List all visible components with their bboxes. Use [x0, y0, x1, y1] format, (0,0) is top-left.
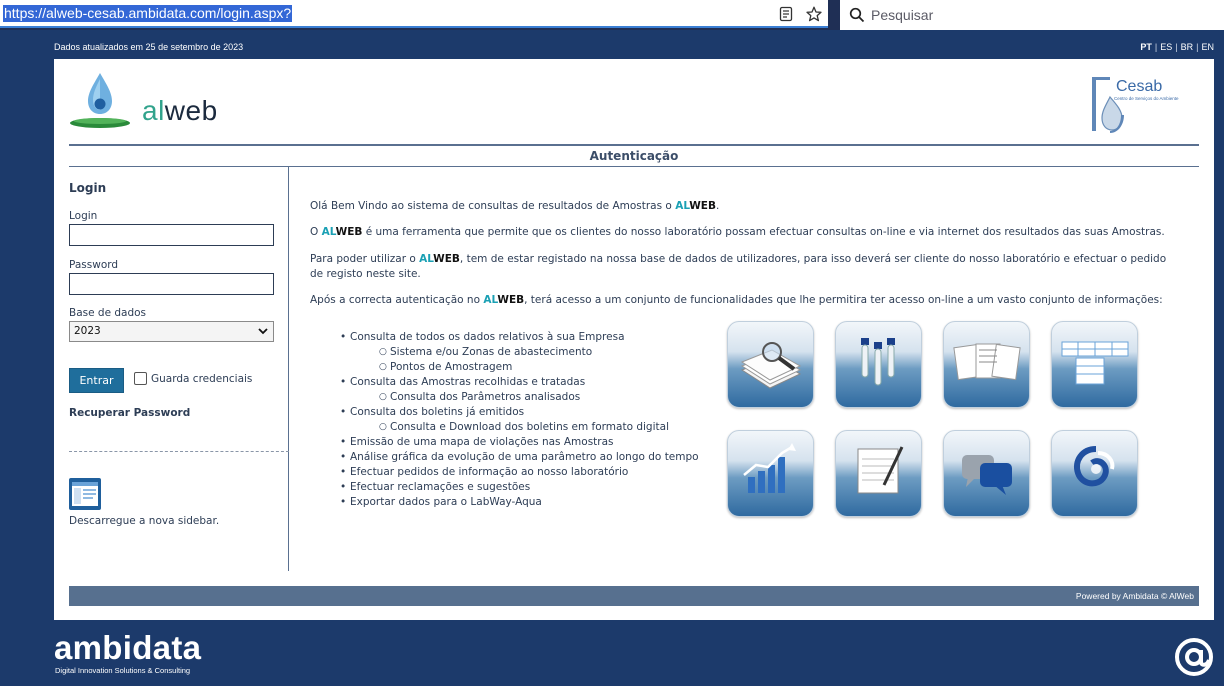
welcome-paragraph-1: Olá Bem Vindo ao sistema de consultas de resultados de Amostras o ALWEB.: [310, 200, 720, 212]
password-label: Password: [69, 259, 119, 271]
cesab-name: Cesab: [1116, 78, 1163, 95]
browser-search-box[interactable]: [840, 0, 1224, 30]
table-icon: [1051, 321, 1138, 408]
reader-view-icon[interactable]: [778, 6, 794, 22]
feature-subitem: ○ Consulta e Download dos boletins em formato digital: [379, 421, 669, 433]
feature-item: • Análise gráfica da evolução de uma parâmetro ao longo do tempo: [340, 451, 699, 463]
bookmark-star-icon[interactable]: [806, 6, 822, 22]
ambidata-logo-text: ambidata: [54, 629, 202, 666]
chevron-down-icon: [257, 325, 269, 337]
recover-password-link[interactable]: Recuperar Password: [69, 407, 191, 419]
login-sidebar: [69, 167, 289, 571]
database-label: Base de dados: [69, 307, 147, 319]
data-updated-text: Dados atualizados em 25 de setembro de 2023: [54, 42, 244, 52]
header-divider: [69, 144, 1199, 146]
welcome-paragraph-4: Após a correcta autenticação no ALWEB, terá acesso a um conjunto de funcionalidades que lhe permitira ter acesso on-line a um vasto conjunto de informações:: [310, 294, 1163, 306]
submit-button[interactable]: Entrar: [69, 368, 124, 393]
database-selected-value: 2023: [74, 325, 101, 337]
lang-separator: |: [1196, 42, 1199, 52]
feature-subitem: ○ Pontos de Amostragem: [379, 361, 513, 373]
password-input[interactable]: [69, 273, 274, 295]
chart-icon: [727, 430, 814, 517]
feature-item: • Consulta de todos os dados relativos à sua Empresa: [340, 331, 625, 343]
login-label: Login: [69, 210, 98, 222]
url-text[interactable]: https://alweb-cesab.ambidata.com/login.aspx?: [4, 5, 292, 21]
language-selector: [1140, 42, 1214, 52]
welcome-paragraph-3: Para poder utilizar o ALWEB, tem de estar registado na nossa base de dados de utilizadores, para isso deverá ser cliente do nosso laboratório e efectuar o pedido de registo neste site.: [310, 253, 1167, 280]
lang-es[interactable]: ES: [1160, 42, 1173, 52]
welcome-paragraph-2: O ALWEB é uma ferramenta que permite que os clientes do nosso laboratório possam efectuar consultas on-line e via internet dos resultados das suas Amostras.: [310, 226, 1165, 238]
database-select[interactable]: [69, 321, 274, 342]
section-title: Autenticação: [589, 149, 679, 163]
at-sign-icon[interactable]: [1173, 636, 1215, 678]
feature-item: • Consulta dos boletins já emitidos: [340, 406, 525, 418]
sidebar-divider: [69, 451, 289, 452]
lang-en[interactable]: EN: [1201, 42, 1214, 52]
remember-checkbox[interactable]: [134, 372, 147, 385]
search-placeholder: Pesquisar: [871, 7, 934, 23]
footer-bar: [69, 586, 1199, 606]
feature-item: • Efectuar reclamações e sugestões: [340, 481, 531, 493]
sidebar-download-link[interactable]: Descarregue a nova sidebar.: [69, 515, 220, 527]
test-tubes-icon: [835, 321, 922, 408]
chat-icon: [943, 430, 1030, 517]
feature-item: • Exportar dados para o LabWay-Aqua: [340, 496, 542, 508]
search-documents-icon: [727, 321, 814, 408]
features-list: [340, 330, 699, 510]
alweb-logo-text: alweb: [142, 95, 218, 126]
search-icon: [849, 7, 865, 23]
powered-by-text: Powered by Ambidata © AlWeb: [1075, 591, 1194, 601]
lang-separator: |: [1175, 42, 1178, 52]
feature-subitem: ○ Sistema e/ou Zonas de abastecimento: [379, 346, 593, 358]
address-bar[interactable]: [0, 0, 828, 28]
notepad-icon: [835, 430, 922, 517]
browser-toolbar: [0, 0, 1224, 30]
login-title: Login: [69, 181, 107, 195]
remember-label[interactable]: Guarda credenciais: [151, 373, 253, 385]
cesab-subtitle: Centro de Serviços do Ambiente: [1114, 96, 1179, 101]
login-input[interactable]: [69, 224, 274, 246]
ambidata-tagline: Digital Innovation Solutions & Consulting: [55, 666, 191, 675]
lang-br[interactable]: BR: [1180, 42, 1194, 52]
swirl-icon: [1051, 430, 1138, 517]
feature-item: • Efectuar pedidos de informação ao nosso laboratório: [340, 466, 629, 478]
feature-item: • Consulta das Amostras recolhidas e tratadas: [340, 376, 586, 388]
sidebar-download-icon[interactable]: [69, 478, 101, 510]
lang-pt[interactable]: PT: [1140, 42, 1152, 52]
feature-subitem: ○ Consulta dos Parâmetros analisados: [379, 391, 581, 403]
reports-icon: [943, 321, 1030, 408]
feature-item: • Emissão de uma mapa de violações nas Amostras: [340, 436, 614, 448]
lang-separator: |: [1154, 42, 1158, 52]
main-panel: [54, 59, 1214, 620]
